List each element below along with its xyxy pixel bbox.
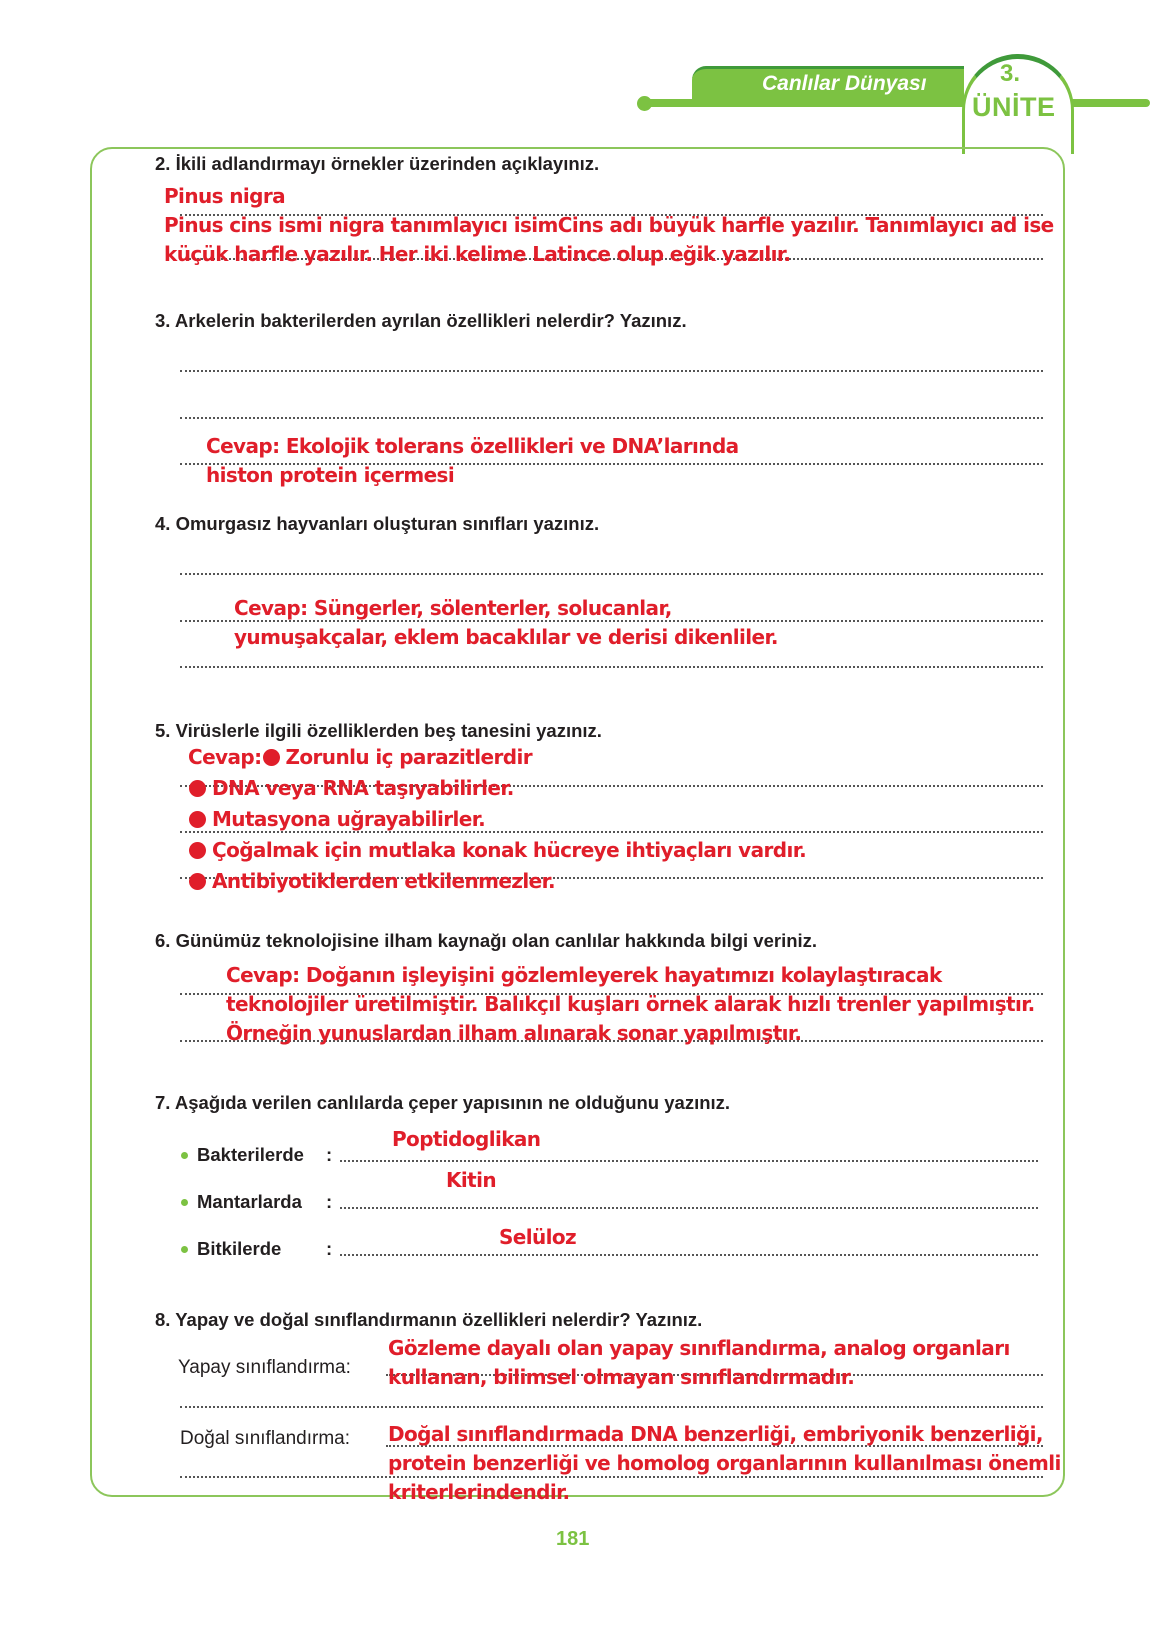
red-bullet-icon bbox=[189, 780, 206, 797]
unit-number: 3. bbox=[1000, 60, 1021, 87]
question-2: 2. İkili adlandırmayı örnekler üzerinden açıklayınız. bbox=[155, 153, 600, 174]
answer-7-bakterilerde: Poptidoglikan bbox=[392, 1127, 541, 1151]
answer-line bbox=[180, 666, 1043, 668]
answer-8-dogal-line-2: protein benzerliği ve homolog organlarının kullanılması önemli bbox=[388, 1451, 1061, 1475]
page-number: 181 bbox=[556, 1528, 590, 1550]
yapay-label: Yapay sınıflandırma: bbox=[178, 1357, 351, 1378]
answer-5-item-3 bbox=[189, 807, 485, 831]
answer-6-line-2: teknolojiler üretilmiştir. Balıkçıl kuşları örnek alarak hızlı trenler yapılmıştır. bbox=[226, 992, 1035, 1016]
item-colon: : bbox=[326, 1191, 333, 1212]
answer-text: Antibiyotiklerden etkilenmezler. bbox=[212, 869, 555, 893]
answer-text: DNA veya RNA taşıyabilirler. bbox=[212, 776, 514, 800]
green-bullet-icon bbox=[181, 1246, 188, 1253]
item-colon: : bbox=[326, 1144, 333, 1165]
answer-line bbox=[180, 573, 1043, 575]
answer-3-line-2: histon protein içermesi bbox=[206, 463, 455, 487]
answer-line bbox=[180, 1406, 1043, 1408]
answer-5-item-2 bbox=[189, 776, 514, 800]
question-7: 7. Aşağıda verilen canlılarda çeper yapısının ne olduğunu yazınız. bbox=[155, 1092, 731, 1113]
answer-line bbox=[180, 417, 1043, 419]
red-bullet-icon bbox=[189, 811, 206, 828]
question-6: 6. Günümüz teknolojisine ilham kaynağı olan canlılar hakkında bilgi veriniz. bbox=[155, 930, 818, 951]
answer-4-line-2: yumuşakçalar, eklem bacaklılar ve derisi dikenliler. bbox=[234, 625, 778, 649]
answer-5-item-5 bbox=[189, 869, 555, 893]
header-line bbox=[645, 99, 1150, 107]
answer-line bbox=[340, 1160, 1038, 1162]
green-bullet-icon bbox=[181, 1152, 188, 1159]
answer-3-line-1: Cevap: Ekolojik tolerans özellikleri ve DNA’larında bbox=[206, 434, 739, 458]
red-bullet-icon bbox=[263, 749, 280, 766]
answer-7-bitkilerde: Selüloz bbox=[499, 1225, 577, 1249]
item-label-bitkilerde: Bitkilerde bbox=[197, 1238, 282, 1259]
question-5: 5. Virüslerle ilgili özelliklerden beş tanesini yazınız. bbox=[155, 720, 602, 741]
answer-2-line-3: küçük harfle yazılır. Her iki kelime Latince olup eğik yazılır. bbox=[164, 242, 791, 266]
red-bullet-icon bbox=[189, 842, 206, 859]
answer-line bbox=[180, 1476, 1043, 1478]
item-label-mantarlarda: Mantarlarda bbox=[197, 1191, 302, 1212]
answer-line bbox=[340, 1207, 1038, 1209]
answer-8-dogal-line-1: Doğal sınıflandırmada DNA benzerliği, embriyonik benzerliği, bbox=[388, 1422, 1043, 1446]
question-4: 4. Omurgasız hayvanları oluşturan sınıfları yazınız. bbox=[155, 513, 600, 534]
item-colon: : bbox=[326, 1238, 333, 1259]
question-3: 3. Arkelerin bakterilerden ayrılan özellikleri nelerdir? Yazınız. bbox=[155, 310, 687, 331]
answer-6-line-3: Örneğin yunuslardan ilham alınarak sonar yapılmıştır. bbox=[226, 1021, 802, 1045]
answer-line bbox=[180, 831, 1043, 833]
header-dot bbox=[637, 96, 652, 111]
answer-7-mantarlarda: Kitin bbox=[446, 1168, 497, 1192]
answer-prefix: Cevap: bbox=[188, 745, 262, 769]
red-bullet-icon bbox=[189, 873, 206, 890]
answer-5-item-1 bbox=[188, 745, 532, 769]
answer-2-line-1: Pinus nigra bbox=[164, 184, 286, 208]
answer-text: Çoğalmak için mutlaka konak hücreye ihtiyaçları vardır. bbox=[212, 838, 807, 862]
item-label-bakterilerde: Bakterilerde bbox=[197, 1144, 304, 1165]
answer-8-yapay-line-1: Gözleme dayalı olan yapay sınıflandırma, analog organları bbox=[388, 1336, 1010, 1360]
answer-8-yapay-line-2: kullanan, bilimsel olmayan sınıflandırmadır. bbox=[388, 1365, 855, 1389]
question-8: 8. Yapay ve doğal sınıflandırmanın özellikleri nelerdir? Yazınız. bbox=[155, 1309, 703, 1330]
answer-text: Mutasyona uğrayabilirler. bbox=[212, 807, 486, 831]
answer-line bbox=[180, 620, 1043, 622]
answer-line bbox=[180, 370, 1043, 372]
answer-text: Zorunlu iç parazitlerdir bbox=[285, 745, 532, 769]
unit-label: ÜNİTE bbox=[972, 92, 1056, 122]
answer-line bbox=[340, 1254, 1038, 1256]
dogal-label: Doğal sınıflandırma: bbox=[180, 1428, 351, 1449]
answer-5-item-4 bbox=[189, 838, 806, 862]
answer-2-line-2: Pinus cins ismi nigra tanımlayıcı isimCins adı büyük harfle yazılır. Tanımlayıcı ad ise bbox=[164, 213, 1054, 237]
green-bullet-icon bbox=[181, 1199, 188, 1206]
answer-4-line-1: Cevap: Süngerler, sölenterler, solucanlar, bbox=[234, 596, 672, 620]
section-title: Canlılar Dünyası bbox=[762, 72, 927, 95]
answer-6-line-1: Cevap: Doğanın işleyişini gözlemleyerek hayatımızı kolaylaştıracak bbox=[226, 963, 942, 987]
answer-8-dogal-line-3: kriterlerindendir. bbox=[388, 1480, 570, 1504]
